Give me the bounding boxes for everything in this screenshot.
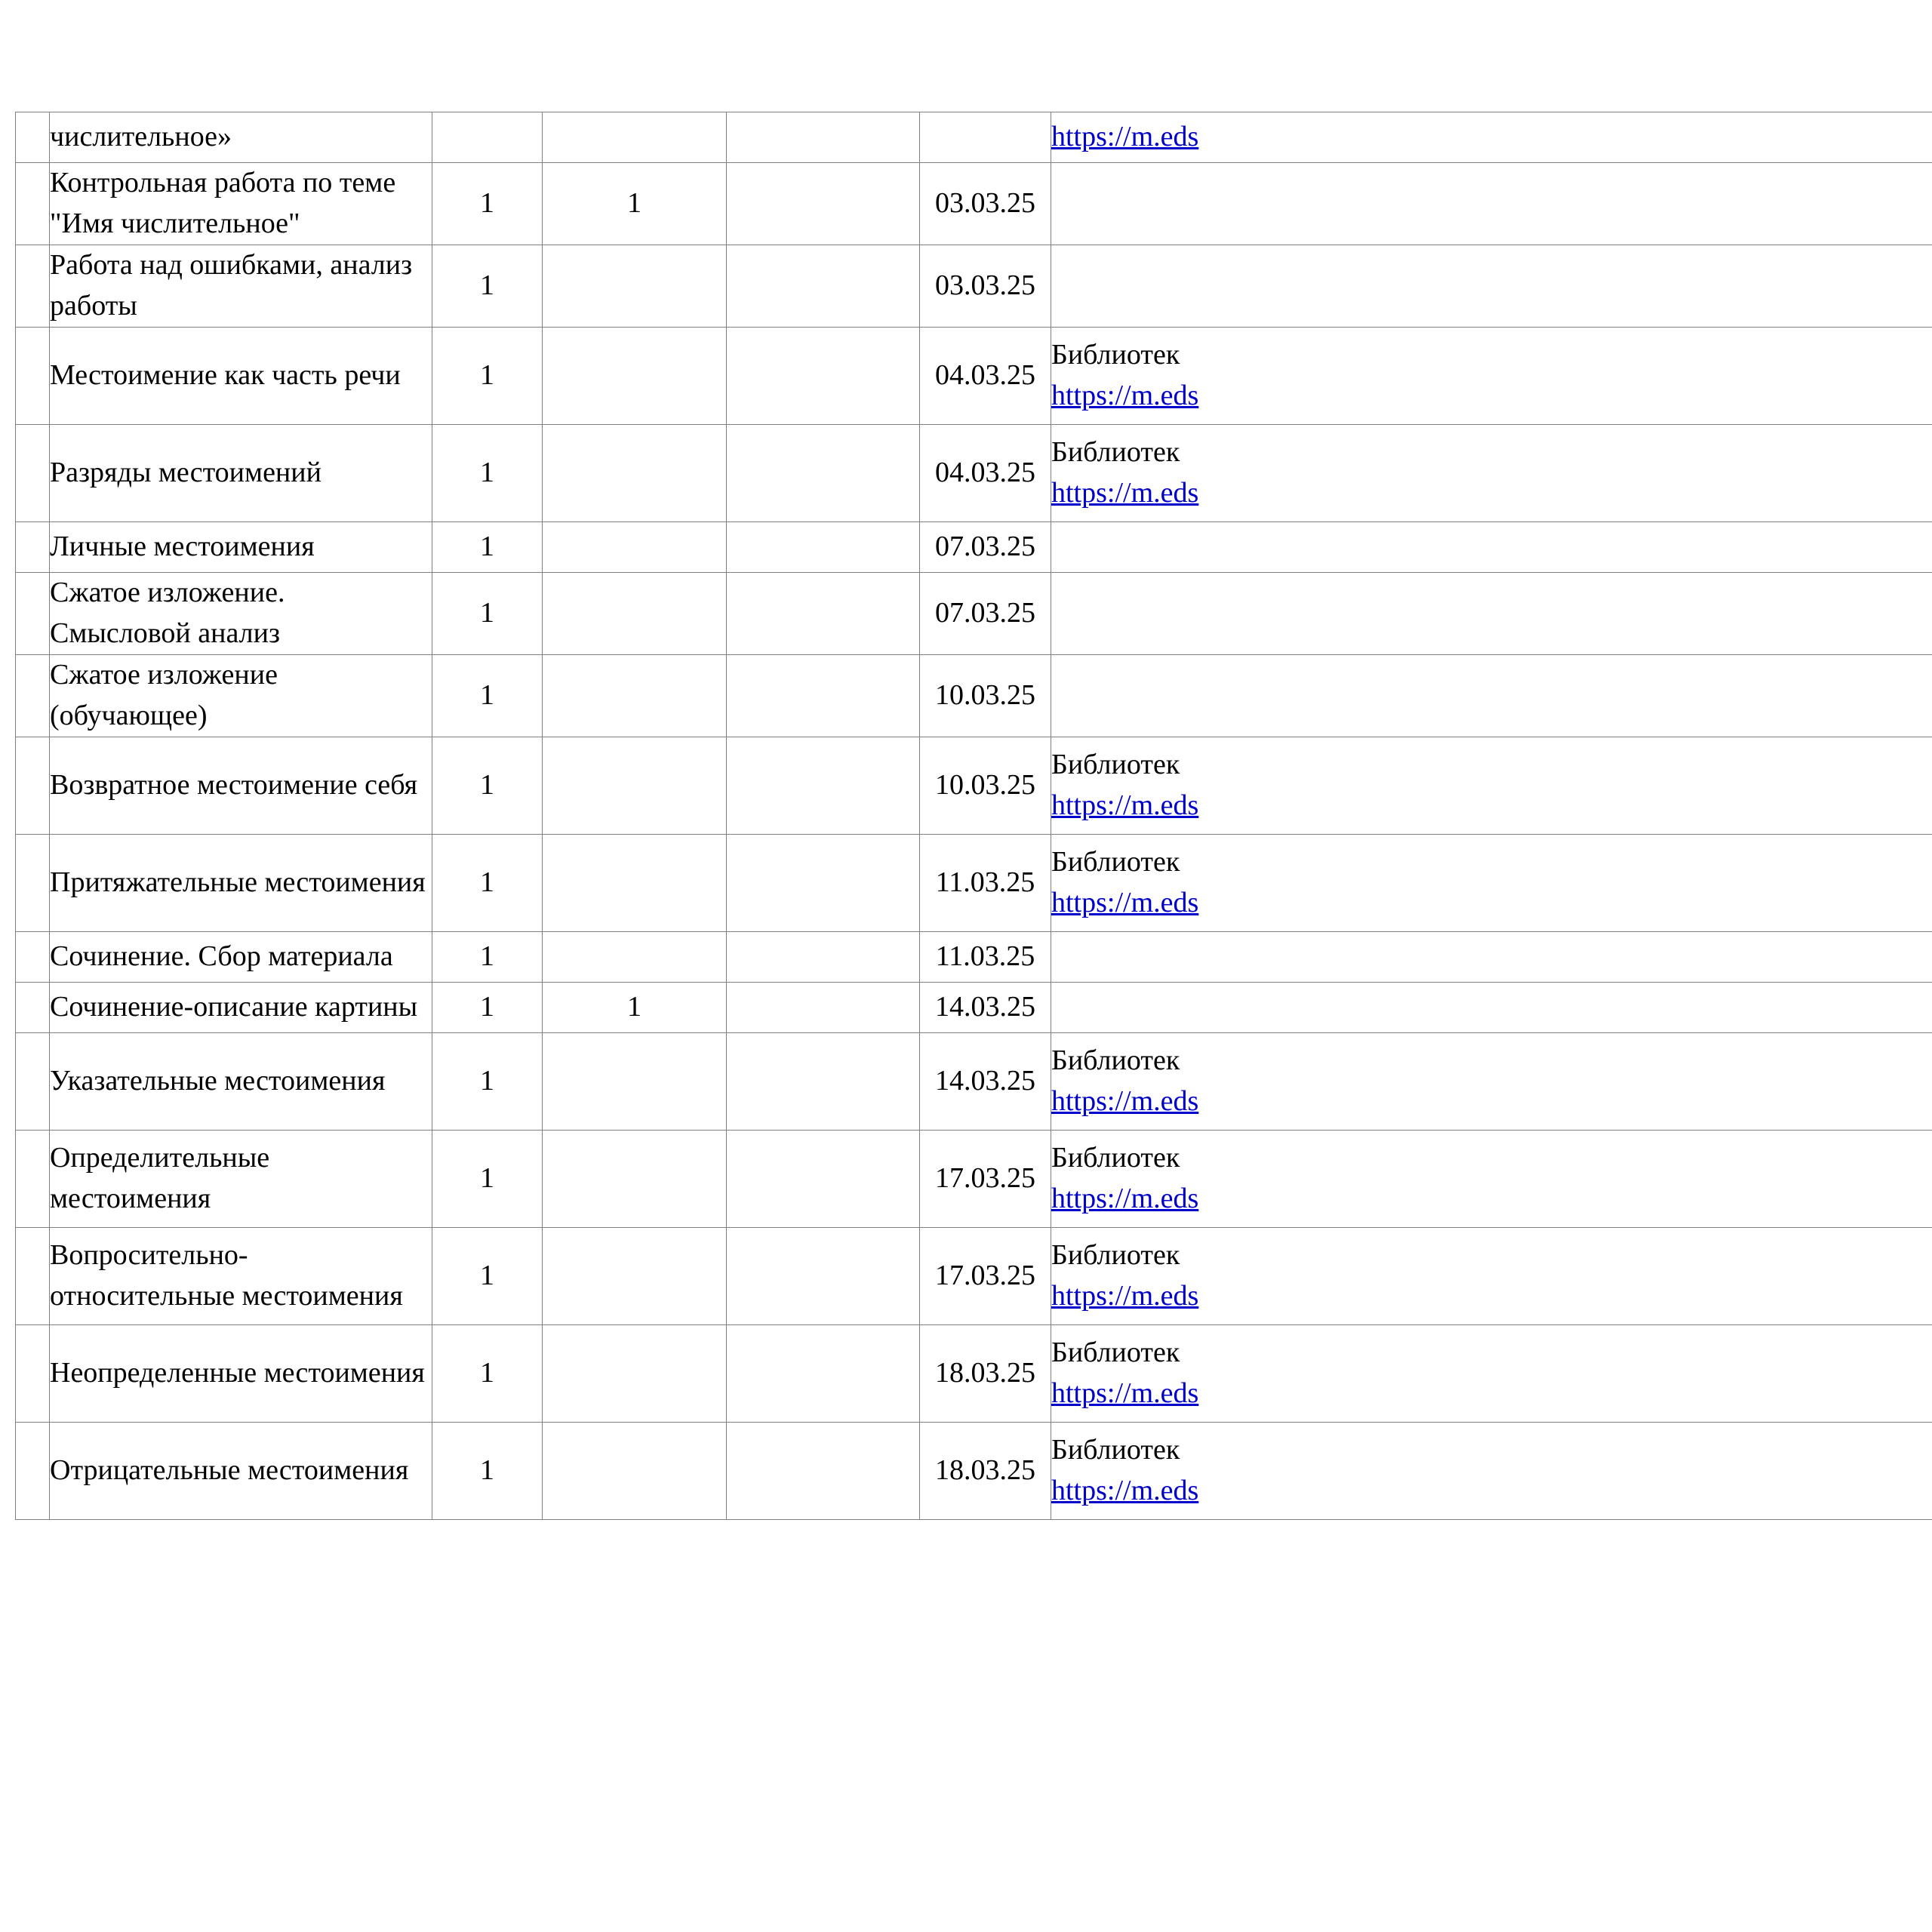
resource-links-cell: [1051, 424, 1932, 521]
study-date-cell: 18.03.25: [920, 1422, 1051, 1519]
control-work-cell: [543, 521, 727, 572]
resource-url-link[interactable]: https://m.eds: [1051, 886, 1199, 918]
row-marker-cell: [16, 112, 50, 163]
lesson-topic-cell: Работа над ошибками, анализ работы: [50, 245, 432, 327]
row-marker-cell: [16, 982, 50, 1032]
control-work-cell: 1: [543, 982, 727, 1032]
practical-work-cell: [727, 1324, 920, 1422]
control-work-cell: [543, 572, 727, 654]
lesson-topic-cell: Разряды местоимений: [50, 424, 432, 521]
resource-links-cell: [1051, 1324, 1932, 1422]
table-row: [16, 521, 1932, 572]
study-date-cell: 11.03.25: [920, 931, 1051, 982]
row-marker-cell: [16, 931, 50, 982]
control-work-cell: [543, 424, 727, 521]
resource-links-cell: [1051, 931, 1932, 982]
lesson-topic-cell: Сжатое изложение. Смысловой анализ: [50, 572, 432, 654]
resource-url-link[interactable]: https://m.eds: [1051, 1377, 1199, 1409]
control-work-cell: [543, 654, 727, 737]
row-marker-cell: [16, 1032, 50, 1130]
resource-links-cell: [1051, 245, 1932, 327]
control-work-cell: [543, 1032, 727, 1130]
control-work-cell: [543, 737, 727, 834]
study-date-cell: 07.03.25: [920, 521, 1051, 572]
practical-work-cell: [727, 572, 920, 654]
lesson-topic-cell: Сочинение-описание картины: [50, 982, 432, 1032]
resource-links-cell: [1051, 327, 1932, 424]
study-date-cell: 14.03.25: [920, 982, 1051, 1032]
practical-work-cell: [727, 834, 920, 931]
row-marker-cell: [16, 245, 50, 327]
hours-count-cell: 1: [432, 931, 543, 982]
resource-url-link[interactable]: https://m.eds: [1051, 1084, 1199, 1117]
resource-url-link[interactable]: https://m.eds: [1051, 121, 1199, 153]
control-work-cell: [543, 931, 727, 982]
lesson-topic-cell: Указательные местоимения: [50, 1032, 432, 1130]
resource-links-cell: [1051, 112, 1932, 163]
resource-library-label: Библиотек: [1051, 1336, 1180, 1368]
table-row: [16, 1130, 1932, 1227]
practical-work-cell: [727, 1227, 920, 1324]
control-work-cell: [543, 245, 727, 327]
study-date-cell: 10.03.25: [920, 737, 1051, 834]
practical-work-cell: [727, 245, 920, 327]
resource-links-cell: [1051, 163, 1932, 245]
lesson-topic-cell: Личные местоимения: [50, 521, 432, 572]
hours-count-cell: 1: [432, 1324, 543, 1422]
row-marker-cell: [16, 737, 50, 834]
resource-links-cell: [1051, 1130, 1932, 1227]
resource-library-label: Библиотек: [1051, 1238, 1180, 1271]
hours-count-cell: 1: [432, 1032, 543, 1130]
study-date-cell: 11.03.25: [920, 834, 1051, 931]
control-work-cell: [543, 112, 727, 163]
row-marker-cell: [16, 1422, 50, 1519]
row-marker-cell: [16, 327, 50, 424]
resource-links-cell: [1051, 572, 1932, 654]
table-row: [16, 654, 1932, 737]
study-date-cell: 07.03.25: [920, 572, 1051, 654]
study-date-cell: 04.03.25: [920, 327, 1051, 424]
hours-count-cell: 1: [432, 521, 543, 572]
lesson-topic-cell: числительное»: [50, 112, 432, 163]
control-work-cell: [543, 327, 727, 424]
row-marker-cell: [16, 1130, 50, 1227]
lesson-topic-cell: Контрольная работа по теме "Имя числительное": [50, 163, 432, 245]
hours-count-cell: 1: [432, 737, 543, 834]
row-marker-cell: [16, 163, 50, 245]
study-date-cell: 03.03.25: [920, 245, 1051, 327]
resource-library-label: Библиотек: [1051, 1433, 1180, 1466]
resource-url-link[interactable]: https://m.eds: [1051, 1279, 1199, 1312]
table-row: [16, 112, 1932, 163]
resource-links-cell: [1051, 737, 1932, 834]
resource-library-label: Библиотек: [1051, 1044, 1180, 1076]
study-date-cell: 10.03.25: [920, 654, 1051, 737]
hours-count-cell: 1: [432, 1130, 543, 1227]
table-row: [16, 982, 1932, 1032]
resource-library-label: Библиотек: [1051, 748, 1180, 780]
row-marker-cell: [16, 572, 50, 654]
hours-count-cell: 1: [432, 163, 543, 245]
practical-work-cell: [727, 1130, 920, 1227]
hours-count-cell: 1: [432, 424, 543, 521]
resource-library-label: Библиотек: [1051, 338, 1180, 371]
practical-work-cell: [727, 112, 920, 163]
table-row: [16, 163, 1932, 245]
table-row: [16, 834, 1932, 931]
table-row: [16, 327, 1932, 424]
row-marker-cell: [16, 1227, 50, 1324]
row-marker-cell: [16, 1324, 50, 1422]
lesson-topic-cell: Отрицательные местоимения: [50, 1422, 432, 1519]
row-marker-cell: [16, 654, 50, 737]
control-work-cell: [543, 1324, 727, 1422]
hours-count-cell: 1: [432, 982, 543, 1032]
practical-work-cell: [727, 982, 920, 1032]
practical-work-cell: [727, 737, 920, 834]
lesson-topic-cell: Неопределенные местоимения: [50, 1324, 432, 1422]
lesson-topic-cell: Местоимение как часть речи: [50, 327, 432, 424]
hours-count-cell: 1: [432, 327, 543, 424]
resource-url-link[interactable]: https://m.eds: [1051, 1474, 1199, 1506]
hours-count-cell: 1: [432, 245, 543, 327]
resource-links-cell: [1051, 1032, 1932, 1130]
hours-count-cell: [432, 112, 543, 163]
practical-work-cell: [727, 424, 920, 521]
lesson-topic-cell: Сжатое изложение (обучающее): [50, 654, 432, 737]
table-row: [16, 1227, 1932, 1324]
resource-url-link[interactable]: https://m.eds: [1051, 476, 1199, 509]
hours-count-cell: 1: [432, 1227, 543, 1324]
resource-links-cell: [1051, 1227, 1932, 1324]
hours-count-cell: 1: [432, 1422, 543, 1519]
study-date-cell: 14.03.25: [920, 1032, 1051, 1130]
resource-links-cell: [1051, 521, 1932, 572]
practical-work-cell: [727, 327, 920, 424]
hours-count-cell: 1: [432, 834, 543, 931]
control-work-cell: 1: [543, 163, 727, 245]
hours-count-cell: 1: [432, 654, 543, 737]
resource-links-cell: [1051, 654, 1932, 737]
lesson-topic-cell: Притяжательные местоимения: [50, 834, 432, 931]
resource-url-link[interactable]: https://m.eds: [1051, 789, 1199, 821]
row-marker-cell: [16, 424, 50, 521]
lesson-topic-cell: Возвратное местоимение себя: [50, 737, 432, 834]
practical-work-cell: [727, 521, 920, 572]
table-row: [16, 424, 1932, 521]
resource-links-cell: [1051, 834, 1932, 931]
table-row: [16, 737, 1932, 834]
lesson-topic-cell: Вопросительно-относительные местоимения: [50, 1227, 432, 1324]
row-marker-cell: [16, 521, 50, 572]
practical-work-cell: [727, 1422, 920, 1519]
study-date-cell: 03.03.25: [920, 163, 1051, 245]
resource-links-cell: [1051, 1422, 1932, 1519]
study-date-cell: 17.03.25: [920, 1227, 1051, 1324]
practical-work-cell: [727, 1032, 920, 1130]
control-work-cell: [543, 1227, 727, 1324]
table-row: [16, 1324, 1932, 1422]
resource-links-cell: [1051, 982, 1932, 1032]
resource-library-label: Библиотек: [1051, 435, 1180, 468]
study-date-cell: 17.03.25: [920, 1130, 1051, 1227]
study-date-cell: [920, 112, 1051, 163]
table-row: [16, 572, 1932, 654]
lesson-plan-table: [15, 112, 1932, 1520]
practical-work-cell: [727, 163, 920, 245]
table-row: [16, 245, 1932, 327]
lesson-topic-cell: Определительные местоимения: [50, 1130, 432, 1227]
control-work-cell: [543, 1130, 727, 1227]
hours-count-cell: 1: [432, 572, 543, 654]
resource-library-label: Библиотек: [1051, 1141, 1180, 1174]
table-row: [16, 1032, 1932, 1130]
row-marker-cell: [16, 834, 50, 931]
study-date-cell: 04.03.25: [920, 424, 1051, 521]
control-work-cell: [543, 1422, 727, 1519]
resource-url-link[interactable]: https://m.eds: [1051, 379, 1199, 411]
practical-work-cell: [727, 931, 920, 982]
resource-url-link[interactable]: https://m.eds: [1051, 1182, 1199, 1214]
practical-work-cell: [727, 654, 920, 737]
lesson-topic-cell: Сочинение. Сбор материала: [50, 931, 432, 982]
table-body: [16, 112, 1932, 1520]
table-row: [16, 931, 1932, 982]
resource-library-label: Библиотек: [1051, 845, 1180, 878]
control-work-cell: [543, 834, 727, 931]
study-date-cell: 18.03.25: [920, 1324, 1051, 1422]
table-row: [16, 1422, 1932, 1519]
